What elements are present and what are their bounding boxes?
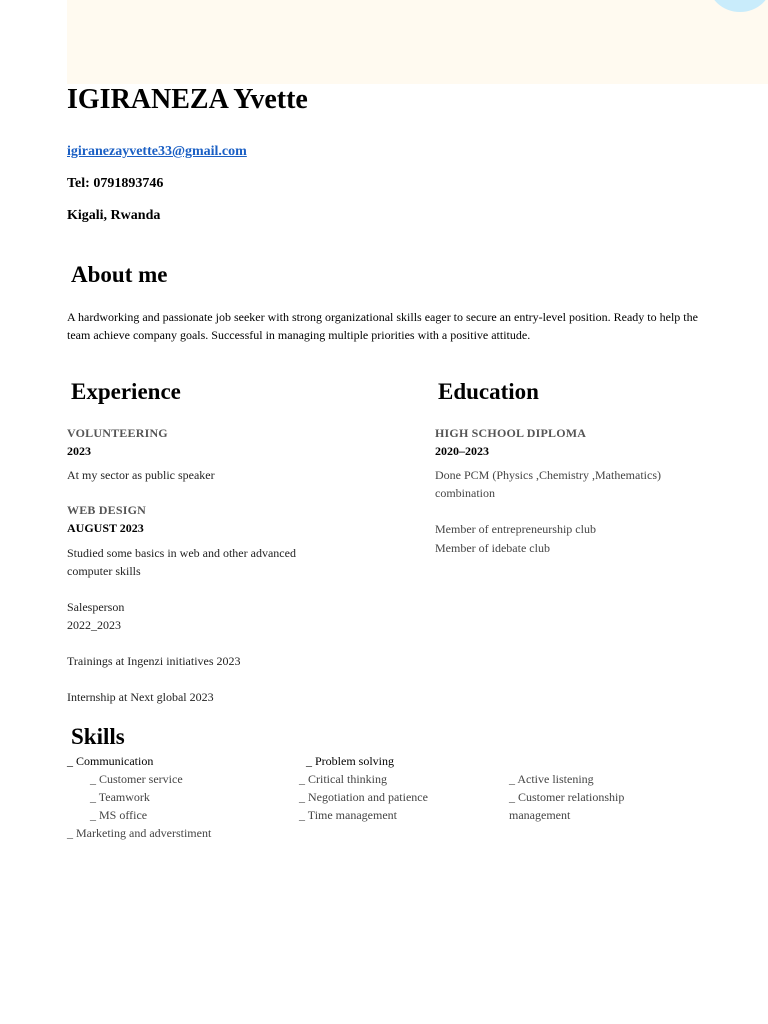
- skill-item: _ MS office: [90, 808, 148, 822]
- skill-item: _ Customer service: [90, 772, 183, 786]
- skill-item: _ Critical thinking: [299, 772, 387, 786]
- location: Kigali, Rwanda: [67, 208, 161, 223]
- experience-description: At my sector as public speaker: [67, 468, 215, 482]
- education-club: Member of entrepreneurship club: [435, 522, 596, 536]
- candidate-name: IGIRANEZA Yvette: [67, 84, 308, 115]
- experience-description: computer skills: [67, 564, 141, 578]
- skill-item: _ Teamwork: [90, 790, 150, 804]
- skill-item: _ Negotiation and patience: [299, 790, 428, 804]
- experience-date: AUGUST 2023: [67, 521, 144, 535]
- experience-date: 2023: [67, 444, 91, 458]
- experience-heading: Experience: [71, 379, 181, 404]
- skill-item: _ Customer relationship: [509, 790, 625, 804]
- education-date: 2020–2023: [435, 444, 489, 458]
- skills-heading: Skills: [71, 724, 125, 749]
- education-description: Done PCM (Physics ,Chemistry ,Mathematics): [435, 468, 661, 482]
- education-label: HIGH SCHOOL DIPLOMA: [435, 426, 587, 440]
- skill-item: _ Active listening: [509, 772, 594, 786]
- skill-item: _ Communication: [67, 754, 154, 768]
- header-band: [67, 0, 768, 84]
- skill-item: _ Marketing and adverstiment: [67, 826, 212, 840]
- skill-item: _ Problem solving: [306, 754, 395, 768]
- education-club: Member of idebate club: [435, 541, 550, 555]
- about-text: A hardworking and passionate job seeker with strong organizational skills eager to secure an entry-level position. Ready to help the team achieve company goals. Successful in managing multiple priorities with a positive attitude.: [67, 310, 698, 342]
- experience-label: VOLUNTEERING: [67, 426, 168, 440]
- skill-item: management: [509, 808, 571, 822]
- education-heading: Education: [438, 379, 539, 404]
- experience-trainings: Trainings at Ingenzi initiatives 2023: [67, 654, 241, 668]
- experience-role: Salesperson: [67, 600, 125, 614]
- email-link[interactable]: igiranezayvette33@gmail.com: [67, 144, 247, 159]
- experience-label: WEB DESIGN: [67, 503, 147, 517]
- phone-number: Tel: 0791893746: [67, 176, 164, 191]
- experience-role-years: 2022_2023: [67, 618, 121, 632]
- about-heading: About me: [71, 262, 168, 287]
- skill-item: _ Time management: [299, 808, 397, 822]
- experience-internship: Internship at Next global 2023: [67, 690, 214, 704]
- experience-description: Studied some basics in web and other advanced: [67, 546, 296, 560]
- education-description: combination: [435, 486, 495, 500]
